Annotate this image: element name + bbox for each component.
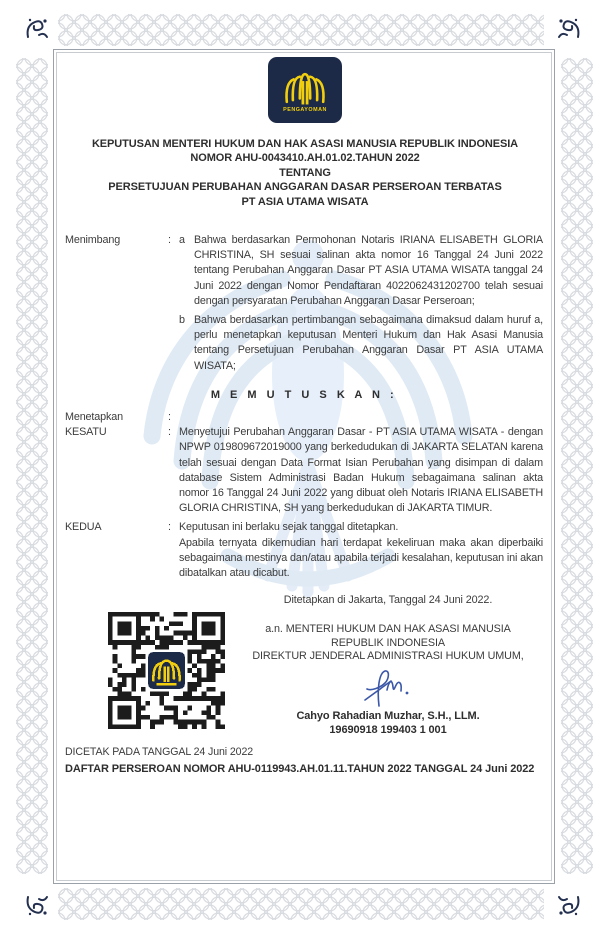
- decree-number: NOMOR AHU-0043410.AH.01.02.TAHUN 2022: [190, 152, 420, 165]
- decree-body: [65, 233, 543, 581]
- item-marker: b: [179, 314, 185, 327]
- closing-block: [232, 594, 544, 738]
- on-behalf-line: a.n. MENTERI HUKUM DAN HAK ASASI MANUSIA: [265, 623, 511, 636]
- menetapkan-section: [65, 410, 543, 425]
- decree-title-line: KEPUTUSAN MENTERI HUKUM DAN HAK ASASI MANUSIA REPUBLIK INDONESIA: [91, 138, 519, 150]
- menimbang-section: [65, 233, 543, 374]
- colon: :: [168, 521, 171, 534]
- logo-label: PENGAYOMAN: [283, 107, 327, 113]
- decree-title-block: [63, 137, 547, 209]
- decree-about-word: TENTANG: [279, 166, 331, 179]
- printed-date-line: DICETAK PADA TANGGAL 24 Juni 2022: [65, 746, 254, 758]
- item-text: Bahwa berdasarkan Permohonan Notaris IRIANA ELISABETH GLORIA CHRISTINA, SH sesuai salinan akta nomor 16 Tanggal 24 Juni 2022 tentang Perubahan Anggaran Dasar PT ASIA UTAMA WISATA tanggal 24 Juni 2022 dengan Nomor Pendaftaran 4022062431202700 telah sesuai dengan persyaratan Perubahan Anggaran Dasar Perseroan;: [194, 234, 543, 307]
- company-name: PT ASIA UTAMA WISATA: [241, 195, 369, 208]
- signer-name: Cahyo Rahadian Muzhar, S.H., LLM.: [296, 709, 480, 722]
- list-item: [179, 313, 543, 374]
- item-text: Bahwa berdasarkan pertimbangan sebagaimana dimaksud dalam huruf a, perlu menetapkan keputusan Menteri Hukum dan Hak Asasi Manusia tentang Persetujuan Perubahan Anggaran Dasar PT ASIA UTAMA WISATA;: [194, 314, 543, 372]
- kedua-text: [179, 520, 543, 581]
- place-date-line: Ditetapkan di Jakarta, Tanggal 24 Juni 2022.: [283, 594, 493, 606]
- pengayoman-tree-icon: [279, 67, 331, 109]
- colon: :: [168, 234, 171, 246]
- colon: :: [168, 411, 171, 424]
- on-behalf-line: REPUBLIK INDONESIA: [331, 636, 445, 649]
- qr-code: [108, 612, 225, 729]
- memutuskan-heading: M E M U T U S K A N :: [210, 388, 398, 401]
- kesatu-section: [65, 425, 543, 516]
- kedua-text-line1: Keputusan ini berlaku sejak tanggal ditetapkan.: [179, 521, 399, 534]
- kedua-label: KEDUA: [65, 521, 102, 534]
- kedua-section: [65, 520, 543, 581]
- list-item: [179, 233, 543, 309]
- kemenkumham-logo: [268, 57, 342, 123]
- colon: :: [168, 426, 171, 439]
- decree-subject: PERSETUJUAN PERUBAHAN ANGGARAN DASAR PERSEROAN TERBATAS: [108, 181, 502, 194]
- on-behalf-line: DIREKTUR JENDERAL ADMINISTRASI HUKUM UMUM,: [252, 650, 524, 663]
- signature-icon: [355, 665, 421, 709]
- kesatu-label: KESATU: [65, 426, 107, 439]
- item-marker: a: [179, 234, 185, 246]
- footer-block: [65, 744, 543, 777]
- menimbang-items: [179, 233, 543, 374]
- kedua-text-line2: Apabila ternyata dikemudian hari terdapat kekeliruan maka akan diperbaiki sebagaimana mestinya dan/atau apabila terjadi kesalahan, keputusan ini akan dibatalkan atau dicabut.: [179, 536, 543, 580]
- company-register-line: DAFTAR PERSEROAN NOMOR AHU-0119943.AH.01.11.TAHUN 2022 TANGGAL 24 Juni 2022: [65, 762, 535, 775]
- menimbang-label: Menimbang: [65, 234, 121, 246]
- signer-nip: 19690918 199403 1 001: [329, 724, 447, 737]
- kesatu-text: Menyetujui Perubahan Anggaran Dasar - PT ASIA UTAMA WISATA - dengan NPWP 019809672019000 yang berkedudukan di JAKARTA SELATAN karena telah sesuai dengan Data Format Isian Perubahan yang disimpan di dalam database Sistem Administrasi Badan Hukum sebagaimana salinan akta nomor 16 Tanggal 24 Juni 2022 yang dibuat oleh Notaris IRIANA ELISABETH GLORIA CHRISTINA, SH yang berkedudukan di JAKARTA TIMUR.: [179, 426, 543, 515]
- menetapkan-label: Menetapkan: [65, 411, 123, 424]
